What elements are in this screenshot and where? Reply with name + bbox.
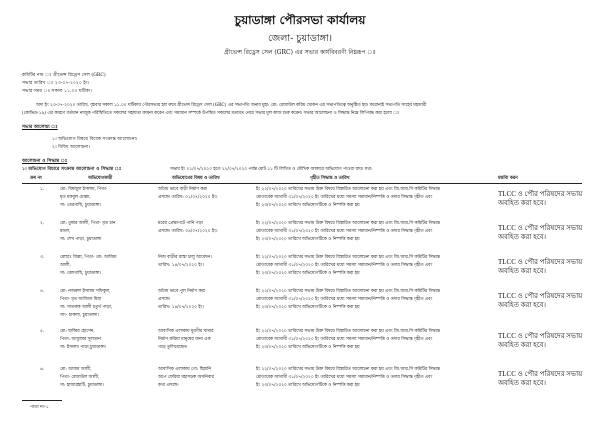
row-subject-line: অবৈধ ভাবে বাড়ী নির্মাণ করা: [158, 187, 207, 192]
row-complainant-line: সা: হাজারহাটি, চুয়াডাঙ্গা।: [60, 383, 104, 388]
row-subject-line: নিজ বাড়ীর রাস্তা চালু আবেদন।: [158, 255, 212, 260]
row-complainant-line: পিতা- মৃত আজিজ মিয়া: [60, 297, 102, 302]
committee-name: কমিটির নাম ঃ গ্রীভেন্স রিড্রেস সেল (GRC): [22, 73, 106, 78]
row-complainant-line: পিতা- রেজাউল আলী,: [60, 375, 100, 380]
agenda-heading: সভার আলোচ্য ঃ: [22, 125, 58, 130]
row-subject-line: কথা প্রসঙ্গে।: [158, 383, 179, 388]
row-decision-line: ইং ২৩/০৭/২০২০ তারিখে অভিযোগটিকে ও নিষ্পত্তি করা হয়: [256, 203, 360, 208]
row-complainant-line: সা: ইসলাম পাড়া,চুয়াডাঙ্গা।: [60, 345, 107, 350]
row-decision-line: মোতাবেক আগামী ৩১/০৭/২০২০ ইং তারিখের মধ্যে সমস্যা সমাধান/নিষ্পত্তি ও তদার সিদ্ধান্ত গৃহীত এবং: [256, 195, 433, 200]
row-complainant-line: সাং- চাকলা, চুয়াডাঙ্গা।: [60, 313, 99, 318]
row-complainant-line: সা: তেরগাছি, চুয়াডাঙ্গা।: [60, 203, 101, 208]
meeting-time: সভার সময় ঃ সকাল ১১.০০ ঘটিকা।: [22, 89, 92, 94]
row-serial: ২.: [40, 221, 45, 226]
row-complainant-line: মোছাঃ জিন্না, পিতা- মো: আজিম: [60, 255, 117, 260]
row-decision-line: ইং ২২/০৭/২০২০ তারিখের সভায় উক্ত বিষয়ে বিস্তারিত আলোচনা করা হয় এবং জি.আর.সি কমিটির সিদ্ধান্ত: [256, 187, 440, 192]
row-serial: ৬.: [40, 367, 45, 372]
intro-line-1: অদ্য ইং ২৩-০৭-২০২০ তারিখ, বৃহবার সকাল ১১.০০ ঘটিকায় পৌরসভার হল রুমে গ্রীভেন্স রিড্রেস সেল (GRC) এর সভাপতি জনাব মুহা: মো: রেজাউল করিম খোকন এর সভাপতিত্বে অনুষ্ঠিত হয়। করোনাই সভাপতি সাহেব মহামারী: [36, 103, 427, 108]
row-decision-line: মোতাবেক আগামী ৩১/০৭/২০২০ ইং তারিখের মধ্যে সমস্যা সমাধান/নিষ্পত্তি ও তদার সিদ্ধান্ত গৃহীত এবং: [256, 229, 433, 234]
row-complainant-line: মো: তুষার আলী, পিতা- মৃত চান: [60, 221, 116, 226]
col-complainant: অভিযোগকারী: [88, 176, 113, 181]
row-subject-line: অবৈধ ভাবে পুল নির্মাণ করা: [158, 289, 206, 294]
office-title: চুয়াডাঙ্গা পৌরসভা কার্যালয়: [234, 13, 366, 27]
row-subject-line: আবাসিক এলাকায় মুরগীর খামার: [158, 329, 214, 334]
row-subject-line: নির্মাণ করিয়া মানুষের জন্য এক: [158, 337, 211, 342]
row-subject-line: অপে ফেরিয়া মহাসড়ক অসনিবার: [158, 375, 214, 380]
row-complainant-line: মৃত মকবুল মোল্লা,: [60, 195, 91, 200]
row-decision-line: ইং ২২/০৭/২০২০ তারিখের সভায় উক্ত বিষয়ে বিস্তারিত আলোচনা করা হয় এবং জি.আর.সি কমিটির সিদ্ধান্ত: [256, 255, 440, 260]
discussion-section: ১। অভিযোগ বিচারে সংক্রান্ত আলোচনা ও সিদ্ধান্ত ঃ: [22, 167, 122, 172]
subtitle: গ্রীভেন্স রিড্রেস সেল (GRC) এর সভার কার্যবিবরণী নিম্নরূপ ঃ: [224, 49, 376, 56]
table-header-rule: [22, 183, 582, 184]
row-serial: ৫.: [40, 329, 45, 334]
row-decision-line: মোতাবেক আগামী ৩১/০৭/২০২০ ইং তারিখের মধ্যে সমস্যা সমাধান/নিষ্পত্তি ও তদার সিদ্ধান্ত গৃহীত এবং: [256, 375, 433, 380]
row-subject-line: প্রসঙ্গে।: [158, 297, 171, 302]
agenda-item-2: ২। বিবিধ আলোচনা।: [52, 145, 91, 150]
page-number: পাতা নং-১: [30, 405, 49, 410]
row-complainant-line: মো: আজম আলী,: [60, 367, 92, 372]
row-decision-line: ইং ২২/০৭/২০২০ তারিখের সভায় উক্ত বিষয়ে বিস্তারিত আলোচনা করা হয় এবং জি.আর.সি কমিটির সিদ্ধান্ত: [256, 221, 440, 226]
agenda-item-1: ১। অভিযোগ বিষয়ে বিবেক সংক্রান্ত আলোচনা।: [52, 137, 138, 142]
meeting-date: সভার তারিখ ঃ ২৩-০৭-২০২০ ইং।: [22, 81, 90, 86]
col-decision: গৃহীত সিদ্ধান্ত ও তারিখ: [310, 176, 350, 181]
row-subject-line: তারিখ: ১৪/০৭/২০২০ ইং।: [158, 263, 204, 268]
row-decision-line: ইং ২৩/০৭/২০২০ তারিখে অভিযোগটিকে ও নিষ্পত্তি করা হয়: [256, 345, 360, 350]
col-remark: মন্তব্যি করন: [498, 176, 518, 181]
row-remark: TLCC ও পৌর পরিষদের সভায় অবহিত করা হবে।: [498, 370, 583, 387]
row-subject-line: তারিখ: ১৪/০৭/২০২০ ইং।: [158, 305, 204, 310]
intro-line-2: (কোভিড-১৯) এর কারণে বর্তমান নাজুক পরিস্থিতিতে সকলের সহায়তা কামনা করেন এবং সমাধান সম্পর্কে উপস্থিত সকলের মতামত নেয়ে সভার মূল কাজ শুরু করেন। সভার আলোচনা ও সিদ্ধান্ত নিম্নে লিপিবদ্ধ করা হলো ঃ: [22, 111, 400, 116]
row-subject-line: মরের প্রেক্ষাপটে পানি পড়া: [158, 221, 203, 226]
row-complainant-line: আলী,: [60, 263, 71, 268]
row-complainant-line: সা: শেখ পাড়া, চুয়াডাঙ্গা: [60, 237, 102, 242]
row-decision-line: মোতাবেক আগামী ৩১/০৭/২০২০ ইং তারিখের মধ্যে সমস্যা সমাধান/নিষ্পত্তি ও তদার সিদ্ধান্ত গৃহীত এবং: [256, 263, 433, 268]
row-decision-line: ইং ২২/০৭/২০২০ তারিখের সভায় উক্ত বিষয়ে বিস্তারিত আলোচনা করা হয় এবং জি.আর.সি কমিটির সিদ্ধান্ত: [256, 289, 440, 294]
discussion-note: সভায় ইং ০১/০৭/২০২০ হতে ২২/০৭/২০২০ পর্যন্ত মোট ১১ টি লিখিত ও মৌখিক আকারে অভিযোগ পাওয়া যায়। যথা:: [170, 167, 373, 172]
row-subject-line: আবাসিক এলাকায় গো: ছিন্নানি: [158, 367, 211, 372]
row-decision-line: মোতাবেক আগামী ৩১/০৭/২০২০ ইং তারিখের মধ্যে সমস্যা সমাধান/নিষ্পত্তি ও তদার সিদ্ধান্ত গৃহীত এবং: [256, 297, 433, 302]
row-subject-line: গড়ে তুলিয়েছেন।: [158, 345, 188, 350]
row-serial: ৪.: [40, 289, 45, 294]
row-complainant-line: মো: নজরুল ইসলাম সফিকুল,: [60, 289, 111, 294]
discussion-heading: আলোচনা ও সিদ্ধান্ত ঃ: [22, 159, 68, 164]
row-complainant-line: মন্ডল,: [60, 229, 71, 234]
row-decision-line: ইং ২৩/০৭/২০২০ তারিখে অভিযোগটিকে ও নিষ্পত্তি করা হয়: [256, 305, 360, 310]
row-remark: TLCC ও পৌর পরিষদের সভায় অবহিত করা হবে।: [498, 258, 583, 275]
row-complainant-line: সা: বেলগাছি, চুয়াডাঙ্গা।: [60, 271, 101, 276]
row-serial: ৩.: [40, 255, 45, 260]
row-remark: TLCC ও পৌর পরিষদের সভায় অবহিত করা হবে।: [498, 332, 583, 349]
row-decision-line: ইং ২২/০৭/২০২০ তারিখের সভায় উক্ত বিষয়ে বিস্তারিত আলোচনা করা হয় এবং জি.আর.সি কমিটির সিদ্ধান্ত: [256, 367, 440, 372]
row-complainant-line: মো: ছাব্বির হোসেন,: [60, 329, 95, 334]
row-remark: TLCC ও পৌর পরিষদের সভায় অবহিত করা হবে।: [498, 292, 583, 309]
row-decision-line: ইং ২২/০৭/২০২০ তারিখের সভায় উক্ত বিষয়ে বিস্তারিত আলোচনা করা হয় এবং জি.আর.সি কমিটির সিদ্ধান্ত: [256, 329, 440, 334]
row-subject-line: প্রসঙ্গে। তারিখ: ০৪/০৭/২০২০ ইং।: [158, 229, 218, 234]
row-complainant-line: সা: সাতরুক আলী চতুর্থ পাড়া,: [60, 305, 113, 310]
row-decision-line: ইং ২৩/০৭/২০২০ তারিখে অভিযোগটিকে ও নিষ্পত্তি করা হয়: [256, 383, 360, 388]
row-complainant-line: মো: বিষজুল ইসলাম, পিতা-: [60, 187, 108, 192]
row-subject-line: প্রসঙ্গে। তারিখ: ০১/০৭/২০২০ ইং।: [158, 195, 218, 200]
col-serial: ক্রম নং: [30, 176, 42, 181]
row-complainant-line: পিতা: আবুজার সুলতান: [60, 337, 101, 342]
row-decision-line: ইং ২৩/০৭/২০২০ তারিখে অভিযোগটিকে ও নিষ্পত্তি করা হয়: [256, 271, 360, 276]
district-title: জেলা- চুয়াডাঙ্গা।: [267, 33, 333, 44]
col-subject: অভিযোগের বিষয় ও তারিখ: [172, 176, 220, 181]
footer-rule: [22, 400, 62, 401]
row-serial: ১.: [40, 187, 45, 192]
row-decision-line: মোতাবেক আগামী ৩১/০৭/২০২০ ইং তারিখের মধ্যে সমস্যা সমাধান/নিষ্পত্তি ও তদার সিদ্ধান্ত গৃহীত এবং: [256, 337, 433, 342]
row-remark: TLCC ও পৌর পরিষদের সভায় অবহিত করা হবে।: [498, 224, 583, 241]
row-remark: TLCC ও পৌর পরিষদের সভায় অবহিত করা হবে।: [498, 190, 583, 207]
row-decision-line: ইং ২৩/০৭/২০২০ তারিখে অভিযোগটিকে ও নিষ্পত্তি করা হয়: [256, 237, 360, 242]
